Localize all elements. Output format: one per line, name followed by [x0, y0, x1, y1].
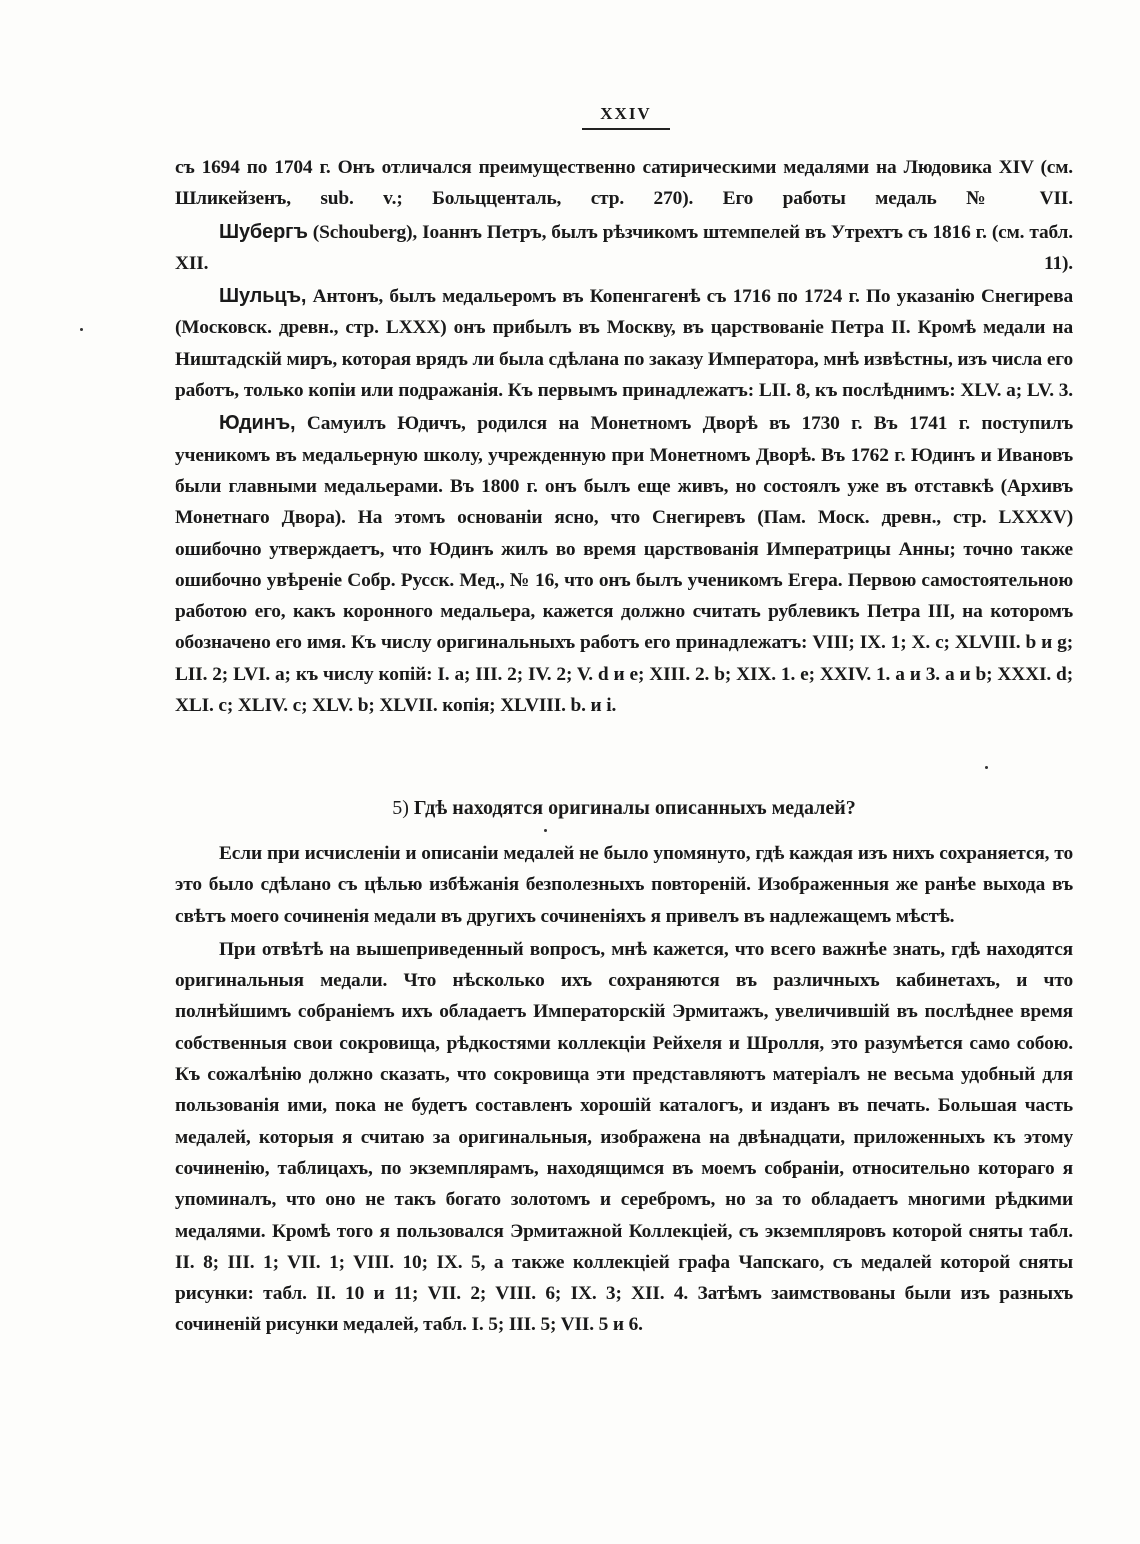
- page-number: XXIV: [582, 104, 670, 130]
- scan-speck: [544, 829, 547, 832]
- section-paragraph-2: При отвѣтѣ на вышеприведенный вопросъ, мнѣ кажется, что всего важнѣе знать, гдѣ находятся оригинальныя медали. Что нѣсколько ихъ сохраняются въ различныхъ кабинетахъ, и что полнѣйшимъ собраніемъ ихъ обладаетъ Императорскій Эрмитажъ, увеличившій въ послѣднее время собственныя свои сокровища, рѣдкостями коллекціи Рейхеля и Шролля, это разумѣется само собою. Къ сожалѣнію должно сказать, что сокровища эти представляютъ матеріалъ не весьма удобный для пользованія ими, пока не будетъ составленъ хорошій каталогъ, и изданъ въ печать. Большая часть медалей, которыя я считаю за оригинальныя, изображена на двѣнадцати, приложенныхъ къ этому сочиненію, таблицахъ, по экземплярамъ, находящимся въ моемъ собраніи, относительно котораго я упоминалъ, что оно не такъ богато золотомъ и серебромъ, но за то обладаетъ многими рѣдкими медалями. Кромѣ того я пользовался Эрмитажной Коллекціей, съ экземпляровъ которой сняты табл. II. 8; III. 1; VII. 1; VIII. 10; IX. 5, а также коллекціей графа Чапскаго, съ медалей которой сняты рисунки: табл. II. 10 и 11; VII. 2; VIII. 6; IX. 3; XII. 4. Затѣмъ заимствованы были изъ разныхъ сочиненій рисунки медалей, табл. I. 5; III. 5; VII. 5 и 6.: [175, 938, 1073, 1336]
- entry-text-yudin: Самуилъ Юдичъ, родился на Монетномъ Дворѣ въ 1730 г. Въ 1741 г. поступилъ ученикомъ въ медальерную школу, учрежденную при Монетномъ Дворѣ. Въ 1762 г. Юдинъ и Ивановъ были главными медальерами. Въ 1800 г. онъ былъ еще живъ, но состоялъ уже въ отставкѣ (Архивъ Монетнаго Двора). На этомъ основаніи ясно, что Снегиревъ (Пам. Моск. древн., стр. LXXXV) ошибочно утверждаетъ, что Юдинъ жилъ во время царствованія Императрицы Анны; точно также ошибочно увѣреніе Собр. Русск. Мед., № 16, что онъ былъ ученикомъ Егера. Первою самостоятельною работою его, какъ коронного медальера, кажется должно считать рублевикъ Петра III, на которомъ обозначено его имя. Къ числу оригинальныхъ работъ его принадлежатъ: VIII; IX. 1; X. c; XLVIII. b и g; LII. 2; LVI. a; къ числу копій: I. a; III. 2; IV. 2; V. d и e; XIII. 2. b; XIX. 1. e; XXIV. 1. a и 3. a и b; XXXI. d; XLI. c; XLIV. c; XLV. b; XLVII. копія; XLVIII. b. и i.: [175, 413, 1073, 717]
- entry-yudin: [175, 408, 1073, 721]
- entry-name-schouberg: Шубергъ: [219, 220, 308, 243]
- scan-speck: [985, 766, 988, 769]
- entry-schultz: [175, 281, 1073, 406]
- entry-text-schultz: Антонъ, былъ медальеромъ въ Копенгагенѣ съ 1716 по 1724 г. По указанію Снегирева (Московск. древн., стр. LXXX) онъ прибылъ въ Москву, въ царствованіе Петра II. Кромѣ медали на Ништадскій миръ, которая врядъ ли была сдѣлана по заказу Императора, мнѣ извѣстны, изъ числа его работъ, только копіи или подражанія. Къ первымъ принадлежатъ: LII. 8, къ послѣднимъ: XLV. a; LV. 3.: [175, 286, 1073, 402]
- entry-continuation-paragraph: съ 1694 по 1704 г. Онъ отличался преимущественно сатирическими медалями на Людовика XIV (см. Шликейзенъ, sub. v.; Больцценталь, стр. 270). Его работы медаль № VII.: [175, 157, 1073, 210]
- section-paragraph-1: Если при исчисленіи и описаніи медалей не было упомянуто, гдѣ каждая изъ нихъ сохраняется, то это было сдѣлано съ цѣлью избѣжанія безполезныхъ повтореній. Изображенныя же ранѣе выхода въ свѣтъ моего сочиненія медали въ другихъ сочиненіяхъ я привелъ въ надлежащемъ мѣстѣ.: [175, 843, 1073, 927]
- section-body: [175, 838, 1073, 1343]
- section-heading: [175, 797, 1073, 820]
- scan-speck: [80, 328, 83, 331]
- biography-entries: [175, 152, 1073, 723]
- section-number: 5): [392, 797, 409, 819]
- section-title-text: Гдѣ находятся оригиналы описанныхъ медалей?: [408, 797, 856, 819]
- entry-name-yudin: Юдинъ,: [219, 412, 296, 435]
- entry-name-schultz: Шульцъ,: [219, 285, 307, 308]
- entry-schouberg: [175, 217, 1073, 280]
- entry-text-schouberg: (Schouberg), Іоаннъ Петръ, былъ рѣзчикомъ штемпелей въ Утрехтъ съ 1816 г. (см. табл. XII. 11).: [175, 221, 1073, 274]
